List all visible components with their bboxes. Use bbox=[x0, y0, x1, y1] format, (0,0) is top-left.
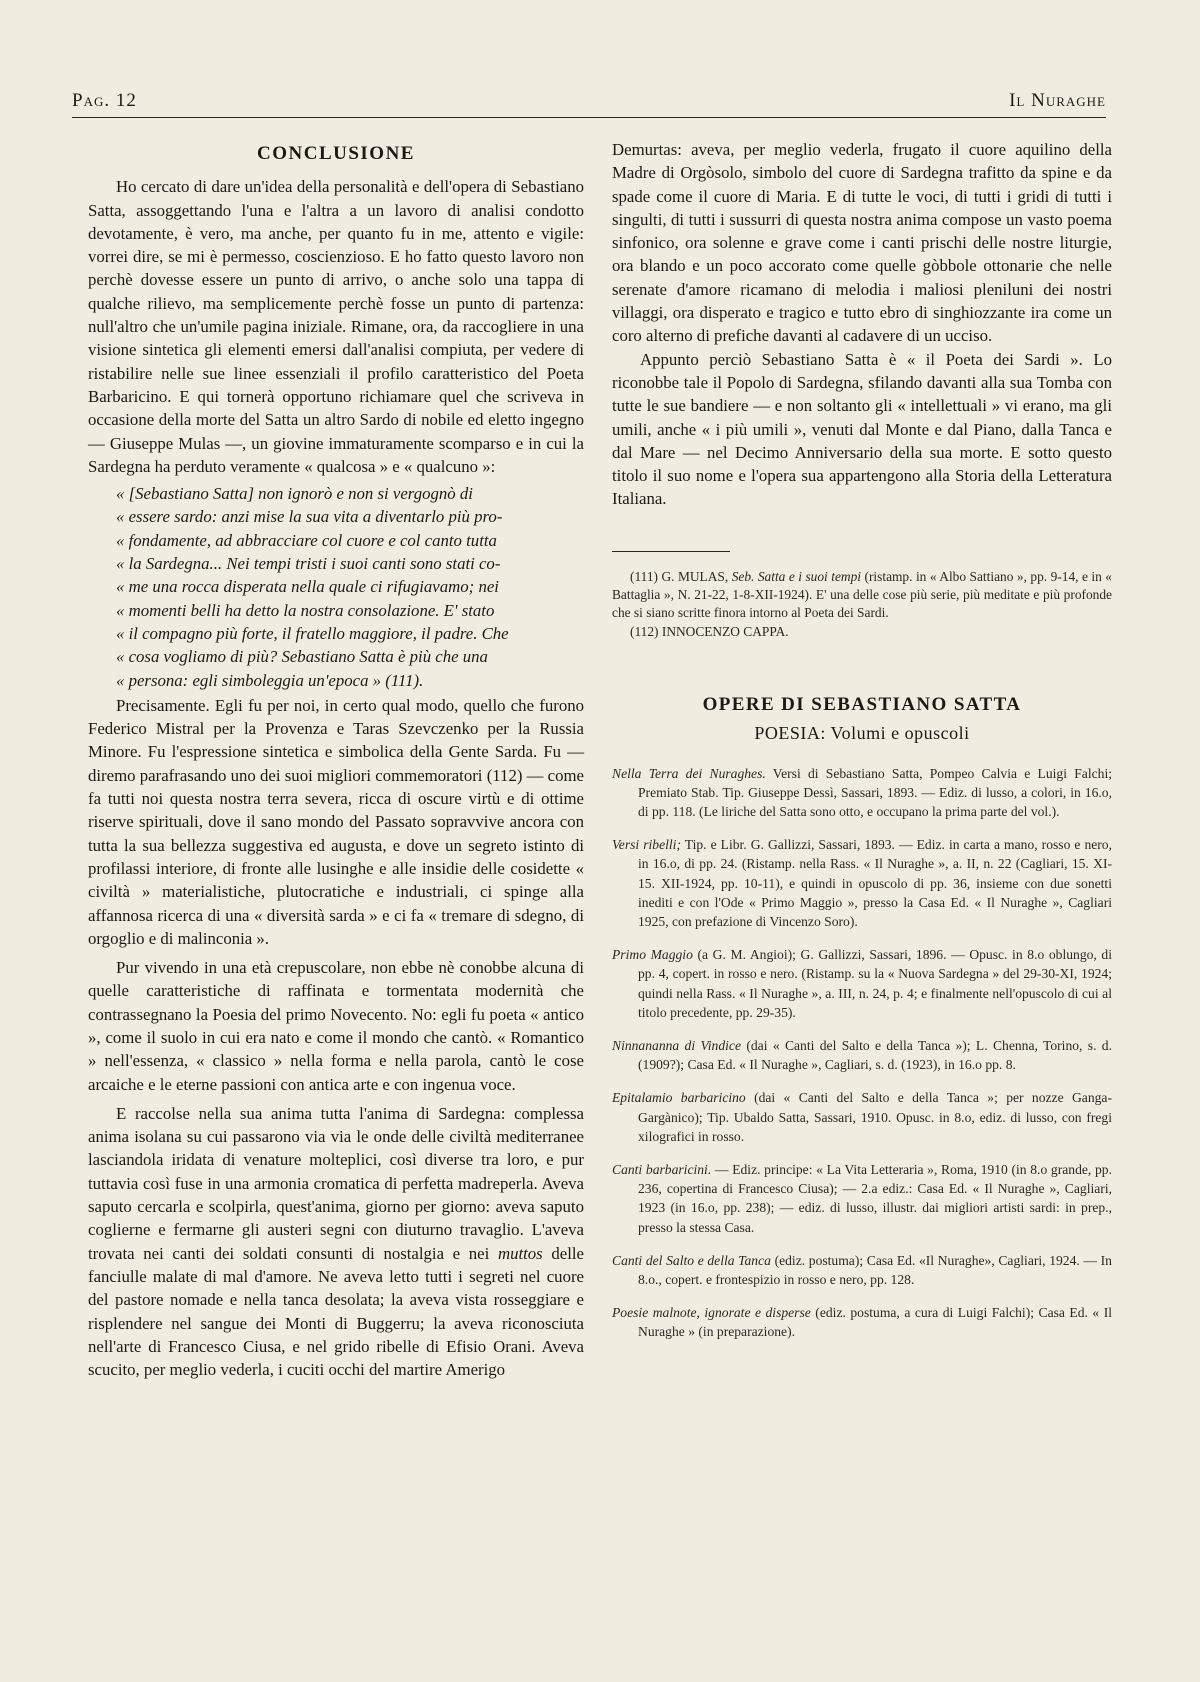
quote-line: « fondamente, ad abbracciare col cuore e col canto tutta bbox=[116, 530, 497, 550]
bibliography-entry bbox=[612, 1036, 1112, 1074]
entry-text: (dai « Canti del Salto e della Tanca »; per nozze Ganga-Gargànico); Tip. Ubaldo Satta, Sassari, 1910. Opusc. in 8.o, ediz. di lusso, con fregi xilografici in rosso. bbox=[638, 1090, 1112, 1144]
entry-title: Canti del Salto e della Tanca bbox=[612, 1252, 771, 1268]
entry-text: Versi di Sebastiano Satta, Pompeo Calvia e Luigi Falchi; Premiato Stab. Tip. Giuseppe Dessì, Sassari, 1893. — Ediz. di lusso, a colori, in 16.o, di pp. 118. (Le liriche del Satta sono otto, e occupano la prima parte del vol.). bbox=[638, 765, 1112, 819]
bibliography-entry bbox=[612, 945, 1112, 1022]
footnote-text: (ristamp. in « Albo Sattiano », pp. 9-14, e in « Battaglia », N. 21-22, 1-8-XII-1924). E' una delle cose più serie, più meditate e più profonde che si siano scritte finora intorno al Poeta dei Sardi. bbox=[612, 568, 1112, 621]
bibliography-entry bbox=[612, 764, 1112, 822]
footnote-rule bbox=[612, 551, 730, 552]
paragraph-continued: Demurtas: aveva, per meglio vederla, frugato il cuore aquilino della Madre di Orgòsolo, simbolo del cuore di Sardegna trafitto da spine e da spade come il cuore di Maria. E di tutte le voci, di tutti i gridi di tutti i singulti, di tutti i sussurri di questa nostra anima compose un vasto poema sinfonico, ora solenne e grave come i canti prischi delle nostre liturgie, ora blando e un poco accorato come quelle gòbbole ottonarie che nelle serenate d'amore ricamano di melodia i maliosi pleniluni dei nostri villaggi, ora disperato e tragico e tutto ebro di singhiozzante ira come un coro alterno di prefiche davanti al cadavere di un ucciso. bbox=[612, 140, 1112, 346]
works-title: OPERE DI SEBASTIANO SATTA bbox=[702, 693, 1022, 715]
entry-title: Ninnananna di Vindice bbox=[612, 1037, 741, 1053]
quote-line: « momenti belli ha detto la nostra consolazione. E' stato bbox=[116, 600, 495, 620]
quote-line: « la Sardegna... Nei tempi tristi i suoi canti sono stati co- bbox=[116, 554, 501, 574]
paragraph: Appunto perciò Sebastiano Satta è « il Poeta dei Sardi ». Lo riconobbe tale il Popolo di Sardegna, sfilando davanti alla sua Tomba con tutte le sue bandiere — e non soltanto gli « intellettuali » vi erano, ma gli umili, anche « i più umili », venuti dal Monte e dal Piano, dalla Tanca e dal Mare — nel Decimo Anniversario della sua morte. E sotto questo titolo il suo nome e l'opera sua appartengono alla Storia della Letteratura Italiana. bbox=[612, 349, 1112, 509]
entry-text: (ediz. postuma, a cura di Luigi Falchi); Casa Ed. « Il Nuraghe » (in preparazione). bbox=[638, 1305, 1112, 1340]
poetry-subtitle: POESIA: Volumi e opuscoli bbox=[754, 723, 970, 744]
page-number: Pag. 12 bbox=[72, 90, 137, 111]
right-column bbox=[612, 138, 1112, 1356]
entry-title: Epitalamio barbaricino bbox=[612, 1090, 746, 1106]
section-title: CONCLUSIONE bbox=[257, 143, 415, 164]
entry-title: Primo Maggio bbox=[612, 947, 693, 963]
entry-text: (a G. M. Angioi); G. Gallizzi, Sassari, 1896. — Opusc. in 8.o oblungo, di pp. 4, copert. in rosso e nero. (Ristamp. su la « Nuova Sardegna » del 29-30-XI, 1924; quindi nella Rass. « Il Nuraghe », a. III, n. 24, p. 4; e finalmente nell'opuscolo di cui al titolo precedente, pp. 29-35). bbox=[638, 947, 1112, 1020]
page-header bbox=[72, 88, 1106, 118]
paragraph: Ho cercato di dare un'idea della personalità e dell'opera di Sebastiano Satta, assoggettando l'una e l'altra a un lavoro di analisi condotto devotamente, è vero, ma anche, per quanto fu in me, attento e vigile: vorrei dire, se mi è permesso, coscienzioso. E ho fatto questo lavoro non perchè dovesse essere un punto di arrivo, o anche solo una tappa di qualche rilievo, ma semplicemente perchè fosse un punto di partenza: null'altro che un'umile pagina iniziale. Rimane, ora, da raccogliere in una visione sintetica gli elementi emersi dall'analisi compiuta, per vedere di ristabilire nelle sue linee essenziali il profilo caratteristico del Poeta Barbaricino. E qui tornerà opportuno richiamare quel che scriveva in occasione della morte del Satta un altro Sardo di nobile ed eletto ingegno — Giuseppe Mulas —, un giovine immaturamente scomparso e in cui la Sardegna ha perduto veramente « qualcosa » e « qualcuno »: bbox=[88, 177, 584, 476]
paragraph-text: delle fanciulle malate di mal d'amore. Ne aveva letto tutti i segreti nel cuore del pastore nomade e nella tanca desolata; la aveva vista rosseggiare e risplendere nel sangue dei Monti di Buggerru; la aveva riconosciuta nell'arte di Francesco Ciusa, e nel grido ribelle di Efisio Orani. Aveva scucito, per meglio vederla, i cuciti occhi del martire Amerigo bbox=[88, 1243, 584, 1380]
entry-text: (dai « Canti del Salto e della Tanca »); L. Chenna, Torino, s. d. (1909?); Casa Ed. « Il Nuraghe », Cagliari, s. d. (1923), in 16.o pp. 8. bbox=[638, 1037, 1112, 1073]
header-rule bbox=[72, 117, 1106, 118]
paragraph bbox=[88, 1102, 584, 1382]
quote-line: « [Sebastiano Satta] non ignorò e non si vergognò di bbox=[116, 484, 473, 504]
journal-title: Il Nuraghe bbox=[1009, 90, 1106, 111]
footnote-112: (112) INNOCENZO CAPPA. bbox=[630, 623, 789, 639]
quote-line: « me una rocca disperata nella quale ci rifugiavamo; nei bbox=[116, 577, 499, 597]
footnote-title: Seb. Satta e i suoi tempi bbox=[731, 568, 862, 584]
entry-title: Poesie malnote, ignorate e disperse bbox=[612, 1305, 811, 1321]
paragraph-text: E raccolse nella sua anima tutta l'anima di Sardegna: complessa anima isolana su cui passarono via via le onde delle civiltà mediterranee lasciandola iridata di venature molteplici, così diverse tra loro, e pur tuttavia così fuse in una armonia cromatica di perfetta madreperla. Aveva saputo cercarla e scolpirla, quest'anima, giorno per giorno: aveva saputo coglierne e fermarne gli austeri segni con diuturno travaglio. L'aveva trovata nei canti dei soldati consunti di nostalgia e nei bbox=[88, 1103, 584, 1263]
entry-text: (ediz. postuma); Casa Ed. «Il Nuraghe», Cagliari, 1924. — In 8.o., copert. e frontespizio in rosso e nero, pp. 128. bbox=[638, 1252, 1112, 1287]
entry-title: Nella Terra dei Nuraghes. bbox=[612, 765, 766, 781]
bibliography-entry bbox=[612, 1303, 1112, 1341]
footnote-text: (111) G. MULAS, bbox=[630, 568, 729, 584]
entry-title: Canti barbaricini. bbox=[612, 1161, 712, 1177]
footnotes bbox=[612, 568, 1112, 641]
quote-line: « persona: egli simboleggia un'epoca » (111). bbox=[116, 670, 424, 690]
emphasis-word: muttos bbox=[497, 1243, 543, 1263]
paragraph: Pur vivendo in una età crepuscolare, non ebbe nè conobbe alcuna di quelle caratteristiche di raffinata e tormentata modernità che contrassegnano la Poesia del primo Novecento. No: egli fu poeta « antico », come il suolo in cui era nato e come il mondo che cantò. « Romantico » nell'essenza, « classico » nella forma e nella parola, cantò le cose arcaiche e le eterne passioni con antica arte e con ingenua voce. bbox=[88, 958, 584, 1094]
quote-line: « essere sardo: anzi mise la sua vita a diventarlo più pro- bbox=[116, 507, 503, 527]
quote-line: « il compagno più forte, il fratello maggiore, il padre. Che bbox=[116, 623, 509, 643]
bibliography-entry bbox=[612, 1088, 1112, 1146]
quote-line: « cosa vogliamo di più? Sebastiano Satta è più che una bbox=[116, 647, 488, 667]
bibliography-entry bbox=[612, 1160, 1112, 1237]
footnote-111 bbox=[612, 568, 1112, 623]
paragraph: Precisamente. Egli fu per noi, in certo qual modo, quello che furono Federico Mistral per la Provenza e Taras Szevczenko per la Russia Minore. Fu l'espressione sintetica e simbolica della Gente Sarda. Fu — diremo parafrasando uno dei suoi migliori commemoratori (112) — come fa tutti noi questa nostra terra severa, ricca di oscure virtù e di ottime riserve spirituali, dove il sano mondo del Passato sopravvive ancora con tutta la sua bellezza suggestiva ed augusta, e dove un segreto istinto di profilassi interiore, di fronte alle lusinghe e alle insidie delle cosidette « civiltà » materialistiche, plutocratiche e industriali, ci spinge alla affannosa ricerca di una « diversità sarda » e ci fa « tremare di sdegno, di orgoglio e di malinconia ». bbox=[88, 695, 584, 948]
left-column bbox=[88, 138, 584, 1381]
entry-title: Versi ribelli; bbox=[612, 837, 681, 853]
bibliography bbox=[612, 764, 1112, 1342]
bibliography-entry bbox=[612, 1251, 1112, 1289]
entry-text: — Ediz. principe: « La Vita Letteraria », Roma, 1910 (in 8.o grande, pp. 236, copertina di Francesco Ciusa); — 2.a ediz.: Casa Ed. « Il Nuraghe », Cagliari, 1923 (in 16.o, pp. 238); — ediz. di lusso, illustr. dai migliori artisti sardi: in prep., presso la stessa Casa. bbox=[638, 1161, 1112, 1235]
mulas-quote bbox=[88, 482, 584, 692]
bibliography-entry bbox=[612, 835, 1112, 931]
entry-text: Tip. e Libr. G. Gallizzi, Sassari, 1893. — Ediz. in carta a mano, rosso e nero, in 16.o, di pp. 24. (Ristamp. nella Rass. « Il Nuraghe », a. II, n. 22 (Cagliari, 15. XI-15. XII-1924, pp. 10-11), e quindi in opuscolo di pp. 36, insieme con due sonetti inediti e con l'Ode « Primo Maggio », presso la Casa Ed. « Il Nuraghe », Cagliari 1925, con prefazione di Vincenzo Soro). bbox=[638, 837, 1113, 929]
